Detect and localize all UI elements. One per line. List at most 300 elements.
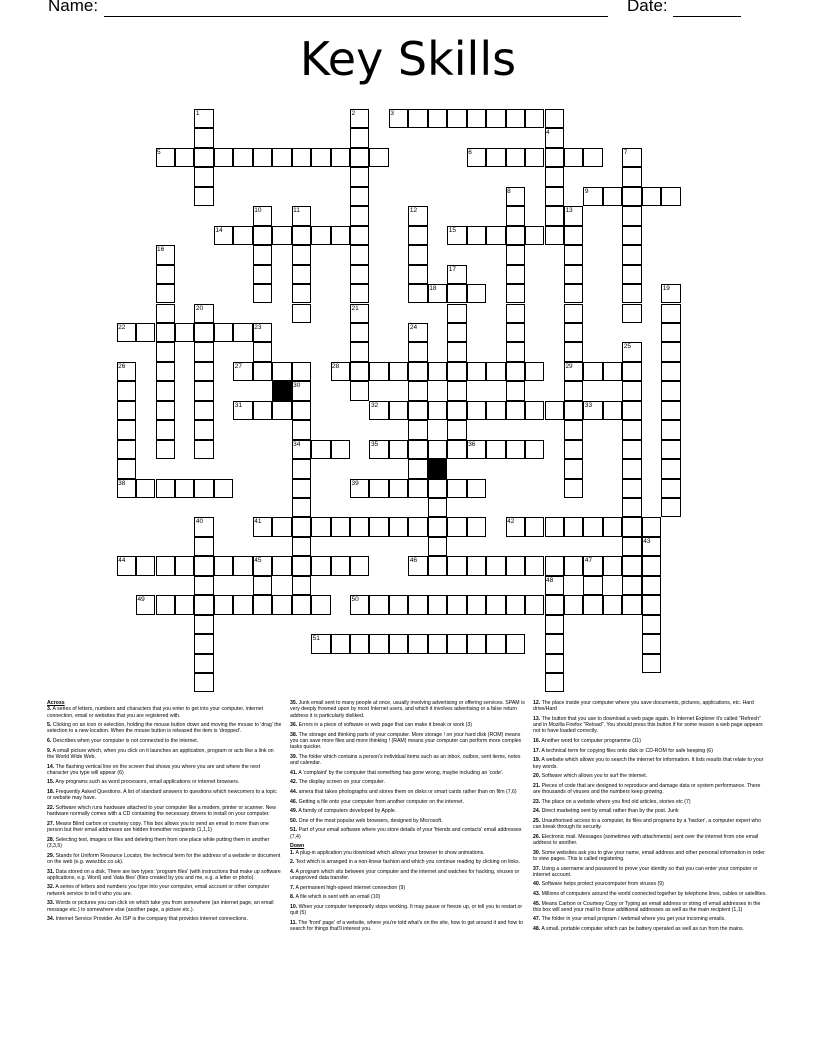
grid-cell[interactable]: [583, 595, 602, 614]
grid-cell[interactable]: [564, 304, 583, 323]
grid-cell[interactable]: [428, 401, 447, 420]
grid-cell[interactable]: [467, 517, 486, 536]
grid-cell[interactable]: [622, 401, 641, 420]
grid-cell[interactable]: [175, 148, 194, 167]
grid-cell[interactable]: [564, 517, 583, 536]
grid-cell[interactable]: [622, 226, 641, 245]
grid-cell[interactable]: [525, 556, 544, 575]
grid-cell[interactable]: [428, 517, 447, 536]
grid-cell[interactable]: [292, 576, 311, 595]
grid-cell[interactable]: [467, 556, 486, 575]
grid-cell[interactable]: [117, 459, 136, 478]
grid-cell[interactable]: [564, 381, 583, 400]
grid-cell[interactable]: [486, 595, 505, 614]
grid-cell[interactable]: [389, 401, 408, 420]
grid-cell[interactable]: [545, 654, 564, 673]
grid-cell[interactable]: [428, 479, 447, 498]
grid-cell[interactable]: [622, 420, 641, 439]
grid-cell[interactable]: [447, 304, 466, 323]
grid-cell[interactable]: [661, 401, 680, 420]
grid-cell[interactable]: [272, 148, 291, 167]
grid-cell[interactable]: [564, 401, 583, 420]
grid-cell[interactable]: [408, 401, 427, 420]
grid-cell[interactable]: [194, 673, 213, 692]
grid-cell[interactable]: [506, 109, 525, 128]
grid-cell[interactable]: [525, 148, 544, 167]
grid-cell[interactable]: [506, 206, 525, 225]
grid-cell[interactable]: [447, 440, 466, 459]
grid-cell[interactable]: [408, 440, 427, 459]
grid-cell[interactable]: [331, 517, 350, 536]
grid-cell[interactable]: [447, 556, 466, 575]
grid-cell[interactable]: [661, 459, 680, 478]
grid-cell[interactable]: [253, 576, 272, 595]
grid-cell[interactable]: [642, 576, 661, 595]
grid-cell[interactable]: [369, 148, 388, 167]
grid-cell[interactable]: [661, 323, 680, 342]
grid-cell[interactable]: [156, 284, 175, 303]
grid-cell[interactable]: [622, 381, 641, 400]
grid-cell[interactable]: [447, 362, 466, 381]
grid-cell[interactable]: [408, 245, 427, 264]
grid-cell[interactable]: [447, 109, 466, 128]
grid-cell[interactable]: [253, 265, 272, 284]
grid-cell[interactable]: [622, 517, 641, 536]
grid-cell[interactable]: [506, 401, 525, 420]
grid-cell[interactable]: [292, 517, 311, 536]
grid-cell[interactable]: [506, 634, 525, 653]
grid-cell[interactable]: [194, 556, 213, 575]
grid-cell[interactable]: [194, 128, 213, 147]
grid-cell[interactable]: [467, 109, 486, 128]
grid-cell[interactable]: [506, 304, 525, 323]
grid-cell[interactable]: [622, 362, 641, 381]
grid-cell[interactable]: [467, 634, 486, 653]
grid-cell[interactable]: [253, 342, 272, 361]
grid-cell[interactable]: [408, 284, 427, 303]
grid-cell[interactable]: [194, 595, 213, 614]
grid-cell[interactable]: [156, 479, 175, 498]
grid-cell[interactable]: [389, 634, 408, 653]
grid-cell[interactable]: [545, 673, 564, 692]
grid-cell[interactable]: [545, 148, 564, 167]
grid-cell[interactable]: [506, 226, 525, 245]
grid-cell[interactable]: [642, 615, 661, 634]
grid-cell[interactable]: [350, 128, 369, 147]
grid-cell[interactable]: [408, 381, 427, 400]
grid-cell[interactable]: [525, 517, 544, 536]
grid-cell[interactable]: [622, 498, 641, 517]
grid-cell[interactable]: [506, 362, 525, 381]
grid-cell[interactable]: [292, 245, 311, 264]
grid-cell[interactable]: [661, 187, 680, 206]
grid-cell[interactable]: [253, 401, 272, 420]
grid-cell[interactable]: [194, 342, 213, 361]
grid-cell[interactable]: [350, 634, 369, 653]
grid-cell[interactable]: [622, 440, 641, 459]
grid-cell[interactable]: [486, 362, 505, 381]
grid-cell[interactable]: [117, 420, 136, 439]
grid-cell[interactable]: [272, 595, 291, 614]
grid-cell[interactable]: [156, 420, 175, 439]
grid-cell[interactable]: [194, 187, 213, 206]
grid-cell[interactable]: [506, 381, 525, 400]
grid-cell[interactable]: [214, 595, 233, 614]
grid-cell[interactable]: [564, 440, 583, 459]
grid-cell[interactable]: [447, 595, 466, 614]
grid-cell[interactable]: [428, 556, 447, 575]
grid-cell[interactable]: [408, 459, 427, 478]
grid-cell[interactable]: [117, 381, 136, 400]
grid-cell[interactable]: [194, 479, 213, 498]
grid-cell[interactable]: [272, 556, 291, 575]
grid-cell[interactable]: [194, 401, 213, 420]
grid-cell[interactable]: [603, 401, 622, 420]
grid-cell[interactable]: [214, 323, 233, 342]
grid-cell[interactable]: [447, 479, 466, 498]
grid-cell[interactable]: [428, 634, 447, 653]
grid-cell[interactable]: [350, 167, 369, 186]
grid-cell[interactable]: [369, 479, 388, 498]
grid-cell[interactable]: [467, 595, 486, 614]
grid-cell[interactable]: [194, 167, 213, 186]
grid-cell[interactable]: [331, 148, 350, 167]
grid-cell[interactable]: [622, 245, 641, 264]
grid-cell[interactable]: [622, 206, 641, 225]
grid-cell[interactable]: [292, 479, 311, 498]
grid-cell[interactable]: [486, 440, 505, 459]
grid-cell[interactable]: [311, 148, 330, 167]
grid-cell[interactable]: [583, 517, 602, 536]
grid-cell[interactable]: [447, 342, 466, 361]
grid-cell[interactable]: [350, 245, 369, 264]
grid-cell[interactable]: [545, 187, 564, 206]
grid-cell[interactable]: [389, 440, 408, 459]
grid-cell[interactable]: [292, 459, 311, 478]
grid-cell[interactable]: [156, 401, 175, 420]
grid-cell[interactable]: [194, 148, 213, 167]
grid-cell[interactable]: [350, 362, 369, 381]
grid-cell[interactable]: [564, 245, 583, 264]
grid-cell[interactable]: [253, 595, 272, 614]
grid-cell[interactable]: [622, 265, 641, 284]
grid-cell[interactable]: [447, 401, 466, 420]
grid-cell[interactable]: [506, 245, 525, 264]
grid-cell[interactable]: [467, 479, 486, 498]
grid-cell[interactable]: [545, 615, 564, 634]
grid-cell[interactable]: [428, 498, 447, 517]
grid-cell[interactable]: [194, 576, 213, 595]
grid-cell[interactable]: [311, 517, 330, 536]
grid-cell[interactable]: [292, 148, 311, 167]
grid-cell[interactable]: [331, 440, 350, 459]
grid-cell[interactable]: [467, 362, 486, 381]
grid-cell[interactable]: [292, 284, 311, 303]
grid-cell[interactable]: [661, 498, 680, 517]
grid-cell[interactable]: [331, 556, 350, 575]
grid-cell[interactable]: [408, 226, 427, 245]
grid-cell[interactable]: [447, 323, 466, 342]
grid-cell[interactable]: [272, 226, 291, 245]
grid-cell[interactable]: [408, 420, 427, 439]
grid-cell[interactable]: [525, 109, 544, 128]
grid-cell[interactable]: [233, 226, 252, 245]
grid-cell[interactable]: [642, 595, 661, 614]
grid-cell[interactable]: [467, 226, 486, 245]
grid-cell[interactable]: [408, 595, 427, 614]
grid-cell[interactable]: [486, 401, 505, 420]
grid-cell[interactable]: [389, 595, 408, 614]
grid-cell[interactable]: [642, 654, 661, 673]
grid-cell[interactable]: [428, 595, 447, 614]
grid-cell[interactable]: [506, 342, 525, 361]
grid-cell[interactable]: [564, 284, 583, 303]
grid-cell[interactable]: [661, 440, 680, 459]
grid-cell[interactable]: [506, 556, 525, 575]
grid-cell[interactable]: [253, 226, 272, 245]
grid-cell[interactable]: [506, 265, 525, 284]
grid-cell[interactable]: [350, 148, 369, 167]
grid-cell[interactable]: [311, 556, 330, 575]
grid-cell[interactable]: [408, 479, 427, 498]
grid-cell[interactable]: [292, 304, 311, 323]
grid-cell[interactable]: [194, 654, 213, 673]
grid-cell[interactable]: [506, 148, 525, 167]
grid-cell[interactable]: [331, 226, 350, 245]
grid-cell[interactable]: [233, 148, 252, 167]
grid-cell[interactable]: [369, 362, 388, 381]
grid-cell[interactable]: [545, 634, 564, 653]
grid-cell[interactable]: [545, 517, 564, 536]
grid-cell[interactable]: [661, 381, 680, 400]
grid-cell[interactable]: [292, 265, 311, 284]
grid-cell[interactable]: [156, 440, 175, 459]
grid-cell[interactable]: [194, 381, 213, 400]
grid-cell[interactable]: [545, 595, 564, 614]
grid-cell[interactable]: [292, 226, 311, 245]
grid-cell[interactable]: [506, 595, 525, 614]
grid-cell[interactable]: [408, 265, 427, 284]
grid-cell[interactable]: [156, 381, 175, 400]
grid-cell[interactable]: [603, 362, 622, 381]
grid-cell[interactable]: [311, 226, 330, 245]
grid-cell[interactable]: [272, 401, 291, 420]
grid-cell[interactable]: [311, 595, 330, 614]
grid-cell[interactable]: [350, 226, 369, 245]
grid-cell[interactable]: [136, 556, 155, 575]
grid-cell[interactable]: [467, 284, 486, 303]
grid-cell[interactable]: [506, 323, 525, 342]
grid-cell[interactable]: [389, 362, 408, 381]
grid-cell[interactable]: [506, 440, 525, 459]
grid-cell[interactable]: [642, 517, 661, 536]
grid-cell[interactable]: [447, 517, 466, 536]
grid-cell[interactable]: [408, 634, 427, 653]
grid-cell[interactable]: [447, 634, 466, 653]
grid-cell[interactable]: [661, 304, 680, 323]
grid-cell[interactable]: [175, 479, 194, 498]
grid-cell[interactable]: [564, 265, 583, 284]
grid-cell[interactable]: [292, 362, 311, 381]
grid-cell[interactable]: [331, 634, 350, 653]
grid-cell[interactable]: [175, 595, 194, 614]
grid-cell[interactable]: [622, 167, 641, 186]
grid-cell[interactable]: [525, 401, 544, 420]
grid-cell[interactable]: [622, 187, 641, 206]
grid-cell[interactable]: [506, 284, 525, 303]
grid-cell[interactable]: [369, 634, 388, 653]
grid-cell[interactable]: [661, 479, 680, 498]
grid-cell[interactable]: [486, 226, 505, 245]
grid-cell[interactable]: [194, 420, 213, 439]
grid-cell[interactable]: [292, 595, 311, 614]
grid-cell[interactable]: [428, 362, 447, 381]
grid-cell[interactable]: [350, 323, 369, 342]
grid-cell[interactable]: [525, 440, 544, 459]
grid-cell[interactable]: [603, 517, 622, 536]
grid-cell[interactable]: [661, 362, 680, 381]
grid-cell[interactable]: [564, 459, 583, 478]
grid-cell[interactable]: [156, 265, 175, 284]
grid-cell[interactable]: [194, 615, 213, 634]
grid-cell[interactable]: [603, 595, 622, 614]
grid-cell[interactable]: [350, 342, 369, 361]
grid-cell[interactable]: [253, 284, 272, 303]
grid-cell[interactable]: [622, 537, 641, 556]
grid-cell[interactable]: [253, 148, 272, 167]
grid-cell[interactable]: [272, 517, 291, 536]
grid-cell[interactable]: [525, 595, 544, 614]
grid-cell[interactable]: [564, 556, 583, 575]
grid-cell[interactable]: [622, 459, 641, 478]
grid-cell[interactable]: [408, 109, 427, 128]
grid-cell[interactable]: [564, 479, 583, 498]
grid-cell[interactable]: [233, 556, 252, 575]
grid-cell[interactable]: [350, 187, 369, 206]
grid-cell[interactable]: [408, 362, 427, 381]
grid-cell[interactable]: [642, 556, 661, 575]
grid-cell[interactable]: [194, 362, 213, 381]
grid-cell[interactable]: [525, 362, 544, 381]
grid-cell[interactable]: [117, 440, 136, 459]
grid-cell[interactable]: [156, 595, 175, 614]
grid-cell[interactable]: [467, 401, 486, 420]
grid-cell[interactable]: [136, 479, 155, 498]
grid-cell[interactable]: [350, 381, 369, 400]
grid-cell[interactable]: [194, 323, 213, 342]
grid-cell[interactable]: [564, 148, 583, 167]
grid-cell[interactable]: [350, 265, 369, 284]
grid-cell[interactable]: [564, 342, 583, 361]
grid-cell[interactable]: [350, 284, 369, 303]
grid-cell[interactable]: [642, 634, 661, 653]
grid-cell[interactable]: [350, 206, 369, 225]
grid-cell[interactable]: [603, 556, 622, 575]
grid-cell[interactable]: [214, 556, 233, 575]
grid-cell[interactable]: [156, 556, 175, 575]
grid-cell[interactable]: [486, 109, 505, 128]
grid-cell[interactable]: [428, 440, 447, 459]
grid-cell[interactable]: [369, 595, 388, 614]
grid-cell[interactable]: [545, 109, 564, 128]
grid-cell[interactable]: [233, 595, 252, 614]
grid-cell[interactable]: [564, 323, 583, 342]
grid-cell[interactable]: [622, 479, 641, 498]
grid-cell[interactable]: [428, 537, 447, 556]
grid-cell[interactable]: [175, 323, 194, 342]
grid-cell[interactable]: [447, 381, 466, 400]
grid-cell[interactable]: [545, 206, 564, 225]
grid-cell[interactable]: [525, 226, 544, 245]
grid-cell[interactable]: [292, 498, 311, 517]
grid-cell[interactable]: [292, 537, 311, 556]
grid-cell[interactable]: [583, 362, 602, 381]
grid-cell[interactable]: [622, 284, 641, 303]
grid-cell[interactable]: [389, 517, 408, 536]
grid-cell[interactable]: [486, 556, 505, 575]
grid-cell[interactable]: [311, 440, 330, 459]
grid-cell[interactable]: [447, 420, 466, 439]
grid-cell[interactable]: [175, 556, 194, 575]
grid-cell[interactable]: [603, 187, 622, 206]
grid-cell[interactable]: [545, 401, 564, 420]
grid-cell[interactable]: [545, 226, 564, 245]
grid-cell[interactable]: [389, 479, 408, 498]
grid-cell[interactable]: [214, 148, 233, 167]
grid-cell[interactable]: [661, 342, 680, 361]
grid-cell[interactable]: [272, 362, 291, 381]
grid-cell[interactable]: [156, 362, 175, 381]
grid-cell[interactable]: [622, 576, 641, 595]
grid-cell[interactable]: [564, 420, 583, 439]
grid-cell[interactable]: [233, 323, 252, 342]
grid-cell[interactable]: [369, 517, 388, 536]
grid-cell[interactable]: [194, 634, 213, 653]
grid-cell[interactable]: [545, 556, 564, 575]
grid-cell[interactable]: [214, 479, 233, 498]
grid-cell[interactable]: [253, 245, 272, 264]
grid-cell[interactable]: [486, 148, 505, 167]
grid-cell[interactable]: [350, 556, 369, 575]
grid-cell[interactable]: [194, 537, 213, 556]
grid-cell[interactable]: [156, 304, 175, 323]
grid-cell[interactable]: [292, 556, 311, 575]
grid-cell[interactable]: [622, 595, 641, 614]
grid-cell[interactable]: [194, 440, 213, 459]
grid-cell[interactable]: [564, 226, 583, 245]
grid-cell[interactable]: [622, 304, 641, 323]
grid-cell[interactable]: [408, 342, 427, 361]
grid-cell[interactable]: [428, 109, 447, 128]
grid-cell[interactable]: [583, 148, 602, 167]
grid-cell[interactable]: [545, 167, 564, 186]
grid-cell[interactable]: [564, 595, 583, 614]
grid-cell[interactable]: [350, 517, 369, 536]
grid-cell[interactable]: [253, 362, 272, 381]
grid-cell[interactable]: [292, 401, 311, 420]
grid-cell[interactable]: [622, 556, 641, 575]
grid-cell[interactable]: [486, 634, 505, 653]
grid-cell[interactable]: [136, 323, 155, 342]
grid-cell[interactable]: [447, 284, 466, 303]
grid-cell[interactable]: [292, 420, 311, 439]
grid-cell[interactable]: [642, 187, 661, 206]
grid-cell[interactable]: [661, 420, 680, 439]
grid-cell[interactable]: [156, 342, 175, 361]
grid-cell[interactable]: [583, 576, 602, 595]
grid-cell[interactable]: [408, 517, 427, 536]
grid-cell[interactable]: [117, 401, 136, 420]
